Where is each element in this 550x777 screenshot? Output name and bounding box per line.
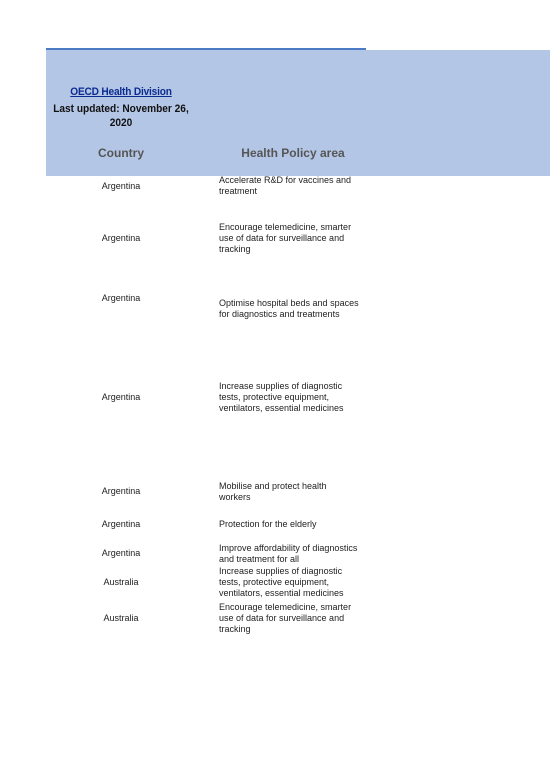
policy-area-line: ventilators, essential medicines: [219, 588, 344, 598]
row-policy-area: [219, 519, 369, 530]
policy-area-line: tracking: [219, 244, 251, 254]
row-country: Australia: [103, 613, 139, 623]
row-policy-area: [219, 381, 369, 414]
row-country: Argentina: [101, 548, 141, 558]
row-policy-area: [219, 602, 369, 635]
last-updated: [52, 102, 190, 130]
row-policy-area: [219, 175, 369, 197]
policy-area-line: Optimise hospital beds and spaces: [219, 298, 359, 308]
row-country: Argentina: [101, 392, 141, 402]
policy-area-line: for diagnostics and treatments: [219, 309, 340, 319]
policy-area-line: use of data for surveillance and: [219, 233, 345, 243]
policy-area-line: tests, protective equipment,: [219, 392, 330, 402]
row-country: Argentina: [101, 519, 141, 529]
row-country: Australia: [103, 577, 139, 587]
policy-area-line: Improve affordability of diagnostics: [219, 543, 358, 553]
row-policy-area: [219, 481, 369, 503]
policy-area-line: Encourage telemedicine, smarter: [219, 222, 352, 232]
column-header-country: Country: [98, 146, 144, 160]
policy-area-line: ventilators, essential medicines: [219, 403, 344, 413]
policy-area-line: Increase supplies of diagnostic: [219, 381, 343, 391]
policy-area-line: tracking: [219, 624, 251, 634]
policy-area-line: Increase supplies of diagnostic: [219, 566, 343, 576]
policy-area-line: tests, protective equipment,: [219, 577, 330, 587]
policy-area-line: and treatment for all: [219, 554, 300, 564]
policy-area-line: use of data for surveillance and: [219, 613, 345, 623]
policy-area-line: Protection for the elderly: [219, 519, 317, 529]
row-policy-area: [219, 298, 369, 320]
policy-area-line: workers: [219, 492, 251, 502]
policy-area-line: Mobilise and protect health: [219, 481, 327, 491]
row-country: Argentina: [101, 233, 141, 243]
row-country: Argentina: [101, 486, 141, 496]
org-link[interactable]: OECD Health Division: [70, 86, 172, 98]
row-policy-area: [219, 566, 369, 599]
row-policy-area: [219, 543, 369, 565]
last-updated-line1: Last updated: November 26,: [53, 103, 189, 115]
policy-area-line: Encourage telemedicine, smarter: [219, 602, 352, 612]
row-country: Argentina: [101, 293, 141, 303]
column-header-policy-area: Health Policy area: [241, 146, 345, 160]
policy-area-line: treatment: [219, 186, 258, 196]
row-country: Argentina: [101, 181, 141, 191]
last-updated-line2: 2020: [109, 117, 133, 129]
row-policy-area: [219, 222, 369, 255]
policy-area-line: Accelerate R&D for vaccines and: [219, 175, 352, 185]
